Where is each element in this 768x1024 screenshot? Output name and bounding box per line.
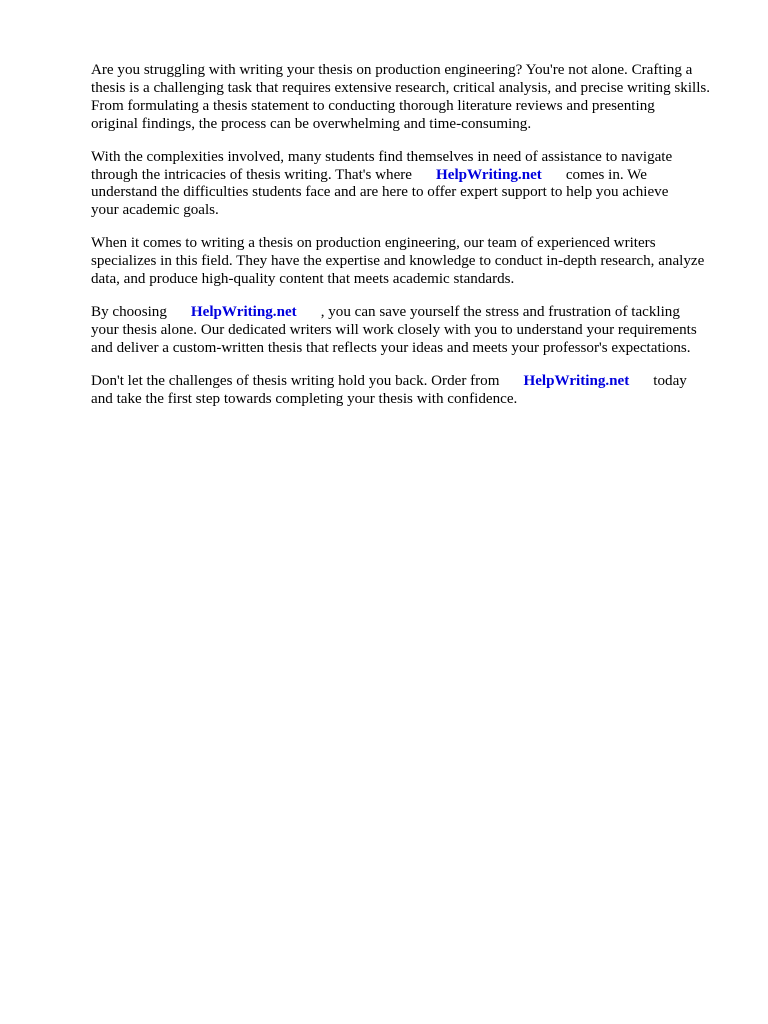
- text-line: Are you struggling with writing your thesis on production engineering? You're not alone. Crafting a: [91, 62, 693, 78]
- paragraph-assistance: [91, 149, 731, 221]
- paragraph-team: [91, 235, 731, 289]
- helpwriting-link[interactable]: HelpWriting.net: [523, 372, 630, 389]
- text-line: When it comes to writing a thesis on production engineering, our team of experienced writers: [91, 235, 656, 252]
- text-line: thesis is a challenging task that requires extensive research, critical analysis, and precise writing skills.: [91, 79, 711, 96]
- text-line: [91, 167, 731, 185]
- text-segment: today: [653, 372, 687, 389]
- text-line: your thesis alone. Our dedicated writers will work closely with you to understand your requirements: [91, 321, 697, 338]
- text-line: specializes in this field. They have the expertise and knowledge to conduct in-depth research, analyze: [91, 253, 705, 270]
- text-line: your academic goals.: [91, 202, 219, 219]
- text-segment: through the intricacies of thesis writing. That's where: [91, 166, 413, 183]
- text-line: [91, 304, 731, 322]
- text-segment: By choosing: [91, 303, 167, 320]
- helpwriting-link[interactable]: HelpWriting.net: [190, 303, 297, 320]
- text-line: data, and produce high-quality content that meets academic standards.: [91, 271, 515, 288]
- paragraph-call-to-action: [91, 373, 731, 409]
- text-line: [91, 373, 731, 391]
- paragraph-choosing: [91, 304, 731, 358]
- text-line: With the complexities involved, many students find themselves in need of assistance to navigate: [91, 148, 673, 165]
- text-segment: Don't let the challenges of thesis writing hold you back. Order from: [91, 372, 500, 389]
- paragraph-intro: [91, 62, 731, 134]
- text-line: original findings, the process can be overwhelming and time-consuming.: [91, 115, 532, 132]
- text-line: From formulating a thesis statement to conducting thorough literature reviews and presenting: [91, 97, 655, 114]
- text-line: and take the first step towards completing your thesis with confidence.: [91, 390, 518, 407]
- text-segment: comes in. We: [565, 166, 647, 183]
- helpwriting-link[interactable]: HelpWriting.net: [436, 166, 542, 183]
- text-line: and deliver a custom-written thesis that reflects your ideas and meets your professor's expectations.: [91, 339, 691, 356]
- text-segment: , you can save yourself the stress and frustration of tackling: [320, 303, 680, 320]
- text-line: understand the difficulties students face and are here to offer expert support to help you achieve: [91, 184, 669, 201]
